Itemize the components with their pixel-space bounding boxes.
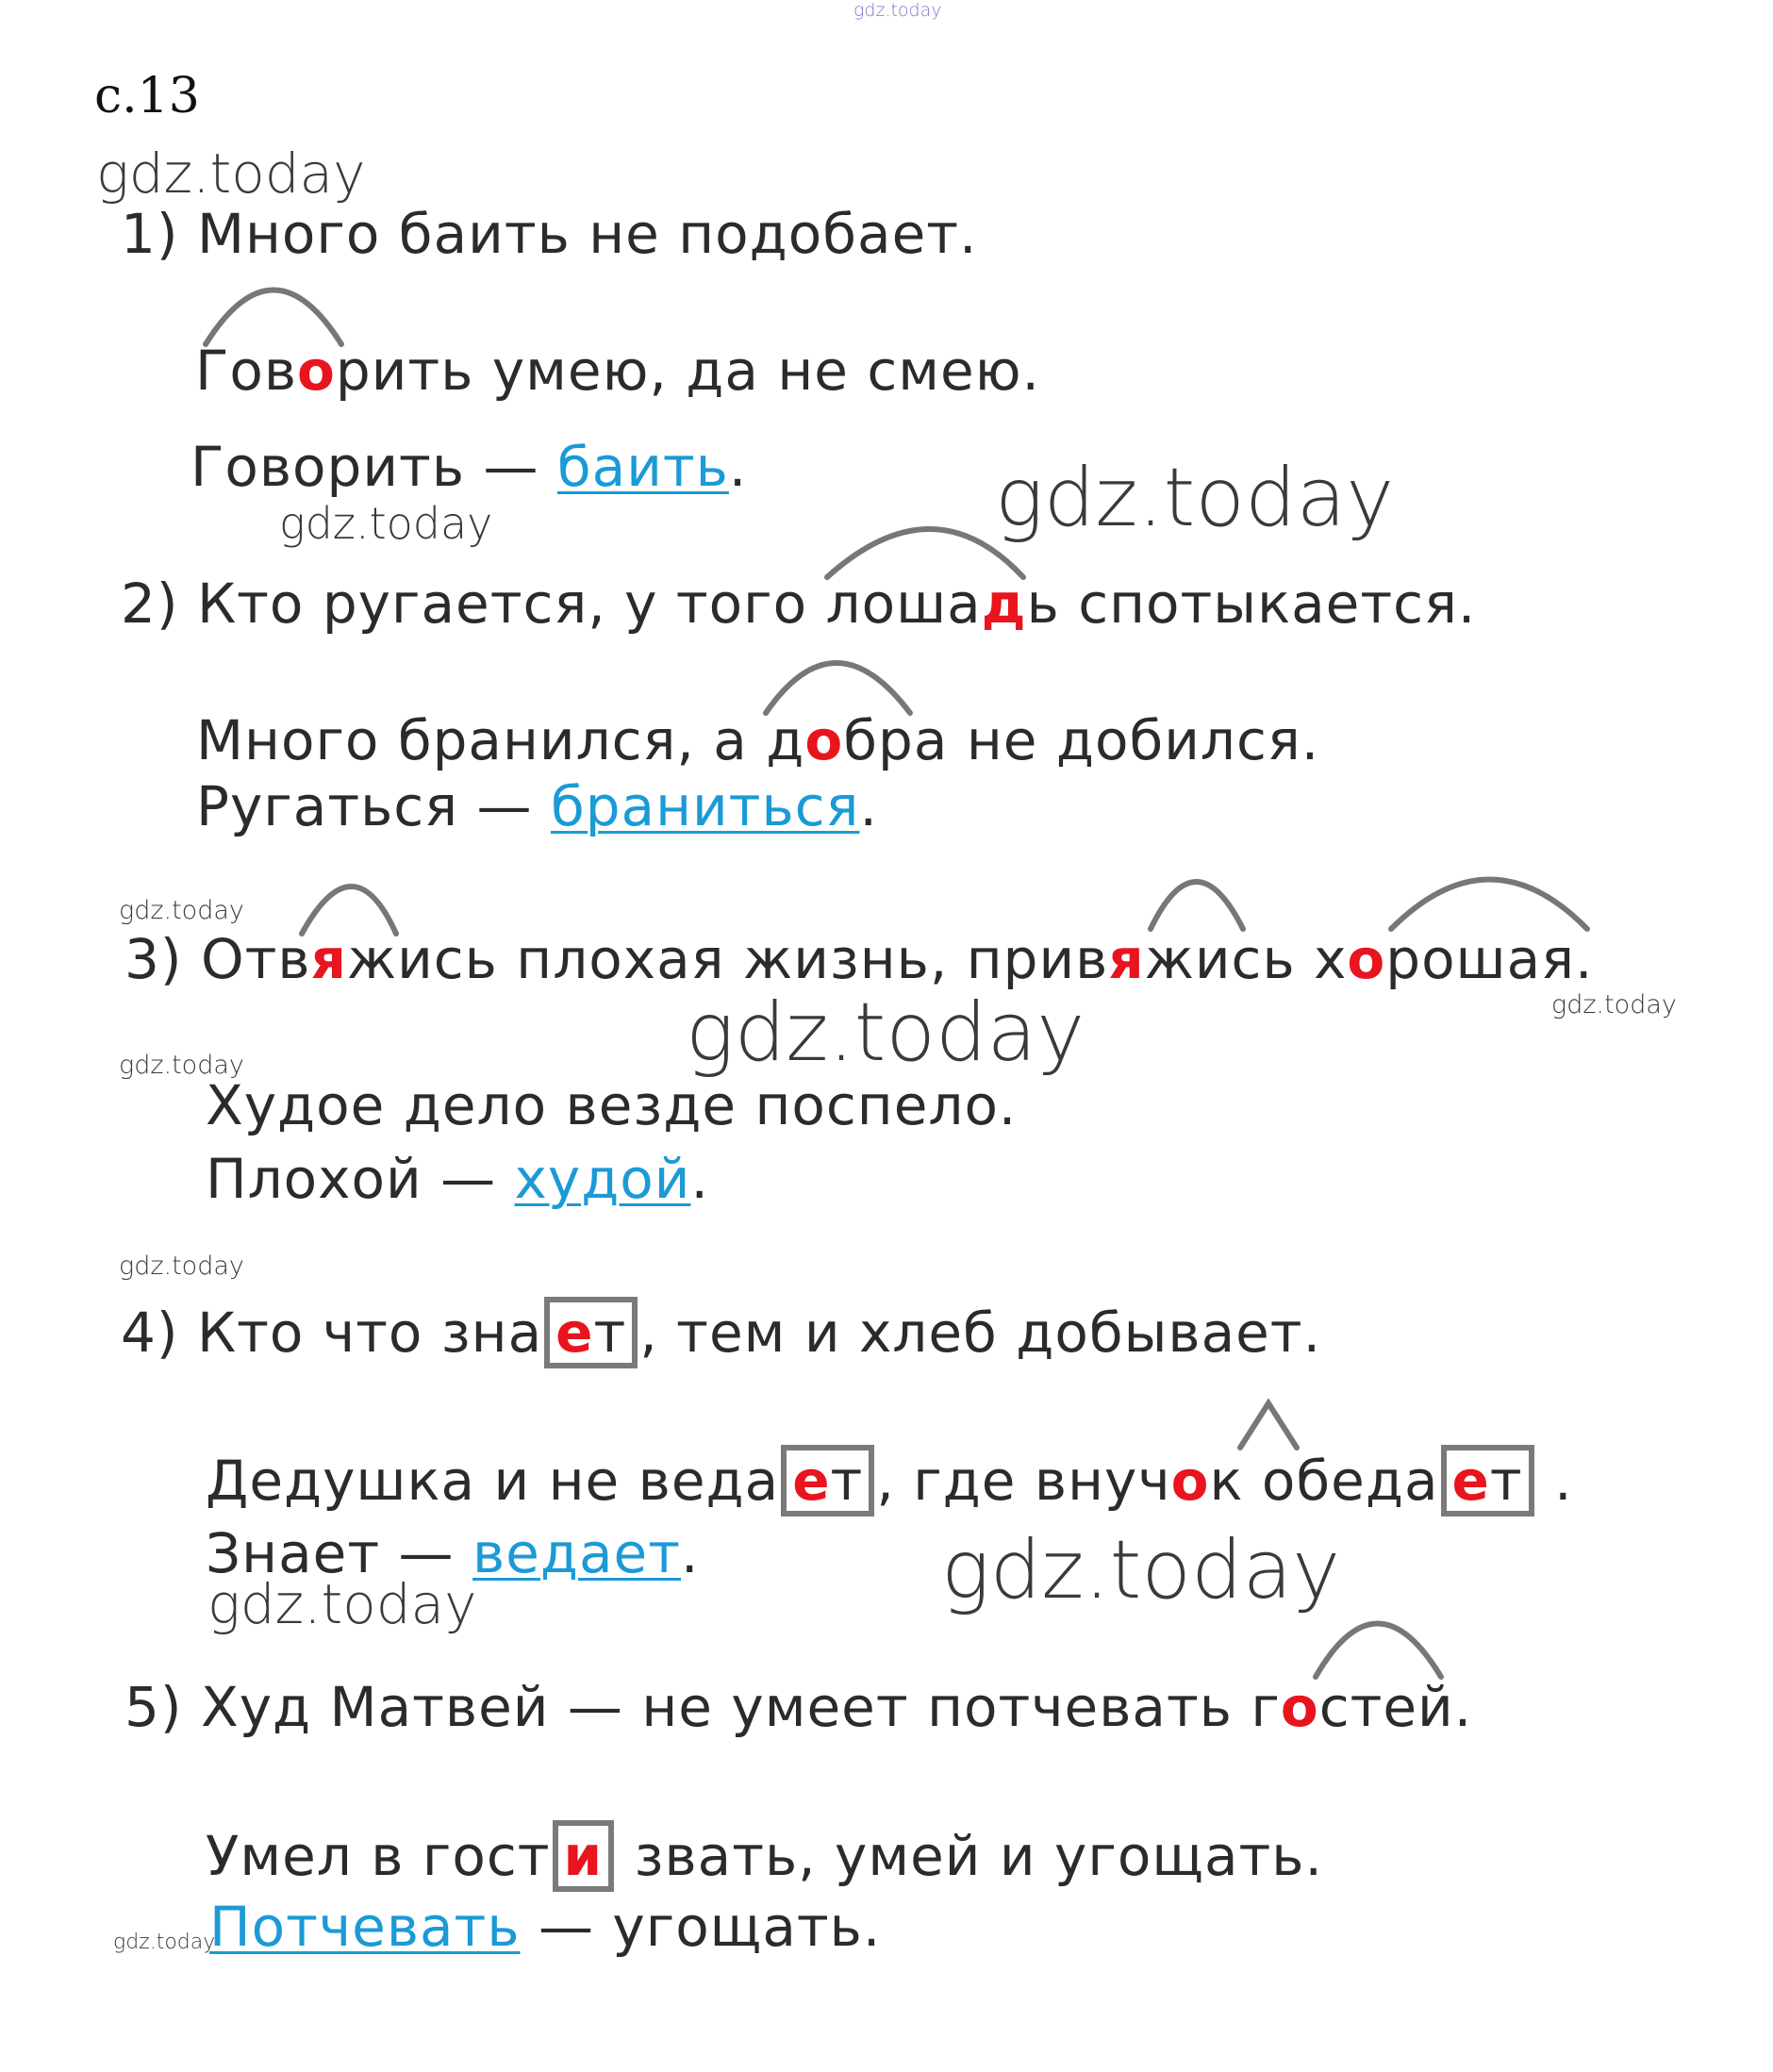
- watermark: gdz.today: [995, 451, 1395, 545]
- text: к обеда: [1209, 1449, 1439, 1513]
- watermark: gdz.today: [119, 896, 244, 925]
- text: Много бранился, а д: [196, 708, 805, 772]
- proverb-2: [121, 571, 1476, 637]
- highlighted-letter: е: [555, 1301, 594, 1365]
- text: , тем и хлеб добывает.: [639, 1301, 1322, 1365]
- text: т: [1489, 1449, 1523, 1513]
- text: стей.: [1318, 1675, 1473, 1739]
- watermark: gdz.today: [96, 141, 366, 206]
- arc-privyazhis: [1151, 882, 1243, 929]
- example-3: Худое дело везде поспело.: [206, 1073, 1018, 1137]
- highlighted-letter: о: [1280, 1675, 1319, 1739]
- synonym-link[interactable]: худой: [514, 1147, 691, 1211]
- ending-box: [1441, 1445, 1534, 1517]
- example-1: [195, 338, 1040, 404]
- proverb-4: [121, 1297, 1321, 1368]
- synonym-pair-4: [206, 1520, 699, 1586]
- pair-end: .: [690, 1147, 709, 1211]
- watermark: gdz.today: [119, 1251, 244, 1281]
- text: т: [593, 1301, 627, 1365]
- arc-dobra: [766, 663, 910, 713]
- text: 2) Кто ругается, у того лоша: [121, 572, 982, 636]
- highlighted-letter: я: [310, 927, 347, 991]
- text: звать, умей и угощать.: [616, 1824, 1323, 1888]
- ending-box: [544, 1297, 638, 1368]
- proverb-5: [124, 1674, 1472, 1740]
- highlighted-letter: е: [1451, 1449, 1490, 1513]
- page-number: с.13: [94, 68, 200, 124]
- watermark: gdz.today: [686, 986, 1085, 1080]
- highlighted-letter: я: [1108, 927, 1145, 991]
- text: Гов: [195, 339, 298, 403]
- proverb-1: 1) Много баить не подобает.: [121, 202, 978, 266]
- pair-end: .: [680, 1521, 700, 1585]
- pair-word: Ругаться —: [196, 774, 551, 838]
- text: Умел в гост: [206, 1824, 551, 1888]
- example-2: [196, 707, 1319, 773]
- highlighted-letter: д: [981, 572, 1027, 636]
- synonym-pair-5: [209, 1894, 881, 1960]
- stressed-letter: о: [804, 708, 844, 772]
- ending-box: [781, 1445, 874, 1517]
- text: жись плохая жизнь, прив: [346, 927, 1109, 991]
- arc-khoroshaya: [1391, 880, 1587, 930]
- text: 4) Кто что зна: [121, 1301, 543, 1365]
- highlighted-letter: е: [792, 1449, 831, 1513]
- synonym-link[interactable]: браниться: [550, 774, 860, 838]
- proverb-3: [124, 926, 1594, 992]
- watermark: gdz.today: [119, 1051, 244, 1080]
- text: , где внуч: [876, 1449, 1171, 1513]
- example-4: [206, 1445, 1573, 1517]
- watermark: gdz.today: [113, 1931, 216, 1954]
- watermark: gdz.today: [279, 498, 493, 549]
- pair-end: .: [728, 435, 748, 499]
- ending-box: [553, 1820, 615, 1892]
- text: рошая.: [1385, 927, 1594, 991]
- arc-gostey: [1316, 1624, 1441, 1678]
- synonym-pair-2: [196, 773, 878, 839]
- text: рить умею, да не смею.: [335, 339, 1040, 403]
- watermark: gdz.today: [1551, 990, 1677, 1019]
- arc-govorit: [206, 290, 341, 345]
- highlighted-letter: и: [563, 1824, 604, 1888]
- text: т: [830, 1449, 864, 1513]
- stressed-letter: о: [297, 339, 336, 403]
- text: 5) Худ Матвей — не умеет потчевать г: [124, 1675, 1281, 1739]
- text: ь спотыкается.: [1026, 572, 1477, 636]
- pair-word: Знает —: [206, 1521, 472, 1585]
- watermark: gdz.today: [207, 1572, 477, 1636]
- text: жись х: [1144, 927, 1348, 991]
- pair-rest: — угощать.: [520, 1895, 882, 1959]
- text: бра не добился.: [843, 708, 1320, 772]
- highlighted-letter: о: [1170, 1449, 1210, 1513]
- text: .: [1535, 1449, 1573, 1513]
- header-watermark: gdz.today: [853, 0, 942, 21]
- synonym-link[interactable]: баить: [556, 435, 729, 499]
- text: 3) Отв: [124, 927, 311, 991]
- pair-word: Говорить —: [191, 435, 557, 499]
- pair-word: Плохой —: [206, 1147, 515, 1211]
- watermark: gdz.today: [941, 1523, 1341, 1617]
- highlighted-letter: о: [1347, 927, 1386, 991]
- synonym-pair-1: [191, 434, 747, 500]
- pair-end: .: [859, 774, 878, 838]
- synonym-pair-3: [206, 1146, 709, 1212]
- text: Дедушка и не веда: [206, 1449, 780, 1513]
- suffix-mark-vnuchok: [1240, 1403, 1297, 1448]
- synonym-link[interactable]: Потчевать: [209, 1895, 521, 1959]
- example-5: [206, 1820, 1323, 1892]
- synonym-link[interactable]: ведает: [472, 1521, 681, 1585]
